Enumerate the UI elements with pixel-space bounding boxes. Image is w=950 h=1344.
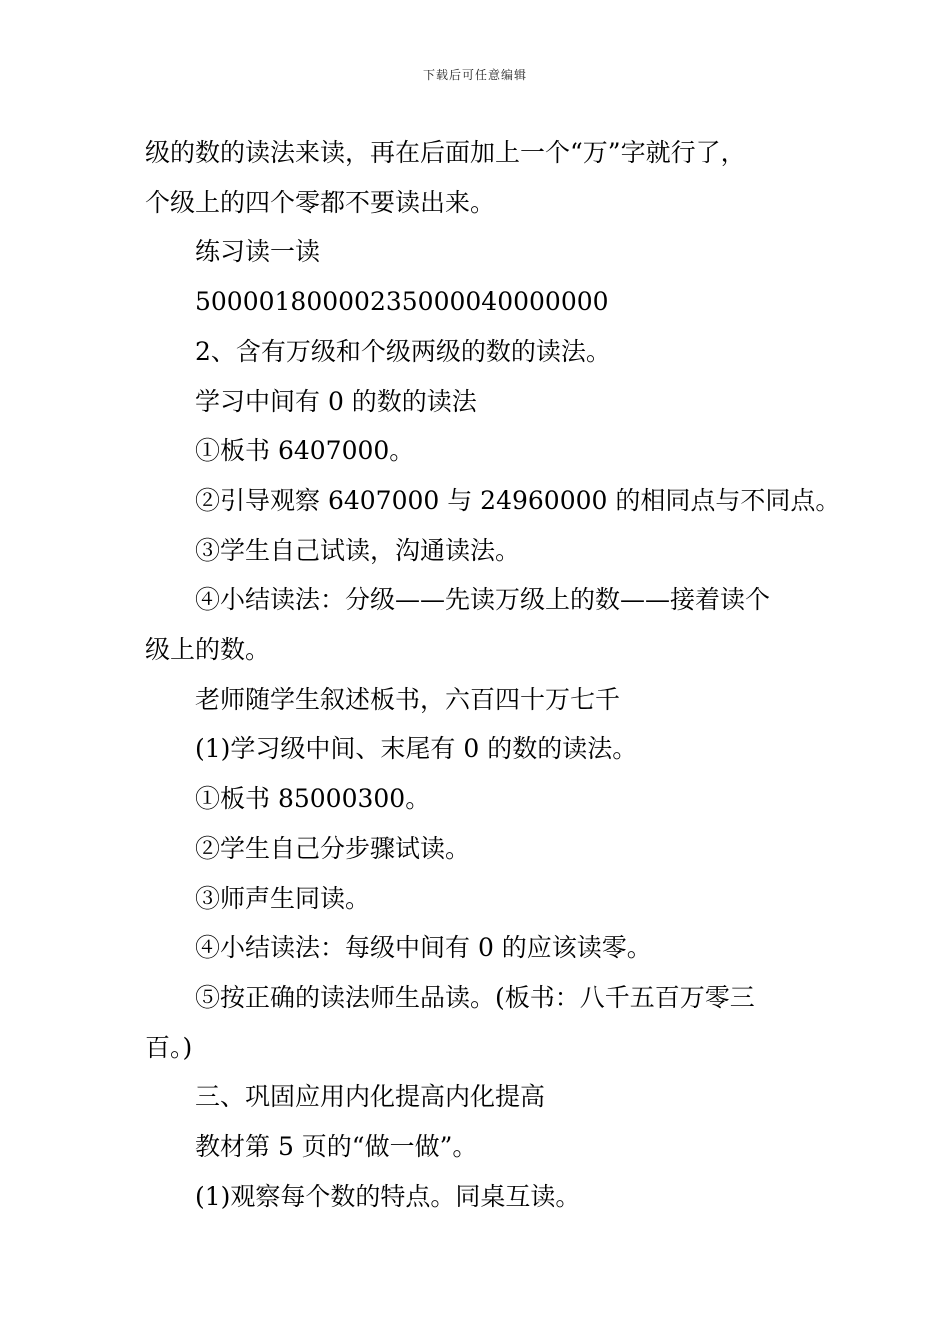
paragraph-17: ④小结读法：每级中间有 0 的应该读零。 — [195, 933, 652, 963]
paragraph-2: 个级上的四个零都不要读出来。 — [145, 187, 496, 217]
paragraph-15: ②学生自己分步骤试读。 — [195, 833, 471, 863]
paragraph-3: 练习读一读 — [195, 237, 321, 267]
paragraph-19: 百。) — [145, 1032, 193, 1062]
paragraph-16: ③师声生同读。 — [195, 883, 371, 913]
page-header: 下载后可任意编辑 — [422, 68, 527, 82]
paragraph-1: 级的数的读法来读，再在后面加上一个“万”字就行了， — [145, 138, 746, 167]
paragraph-12: 老师随学生叙述板书，六百四十万七千 — [195, 684, 621, 714]
paragraph-21: 教材第 5 页的“做一做”。 — [195, 1132, 478, 1162]
paragraph-5: 2、含有万级和个级两级的数的读法。 — [195, 336, 611, 366]
paragraph-14: ①板书 85000300。 — [195, 784, 431, 814]
paragraph-13: (1)学习级中间、末尾有 0 的数的读法。 — [195, 734, 638, 764]
document-body — [145, 128, 841, 1221]
paragraph-10: ④小结读法：分级——先读万级上的数——接着读个 — [195, 585, 771, 615]
paragraph-7: ①板书 6407000。 — [195, 436, 415, 466]
paragraph-8: ②引导观察 6407000 与 24960000 的相同点与不同点。 — [195, 485, 841, 515]
paragraph-22: (1)观察每个数的特点。同桌互读。 — [195, 1181, 581, 1211]
paragraph-4: 50000180000235000040000000 — [195, 287, 609, 317]
paragraph-11: 级上的数。 — [145, 635, 271, 665]
paragraph-18: ⑤按正确的读法师生品读。(板书：八千五百万零三 — [195, 982, 755, 1012]
paragraph-20: 三、巩固应用内化提高内化提高 — [195, 1082, 546, 1112]
paragraph-6: 学习中间有 0 的数的读法 — [195, 386, 477, 416]
paragraph-9: ③学生自己试读，沟通读法。 — [195, 535, 521, 565]
